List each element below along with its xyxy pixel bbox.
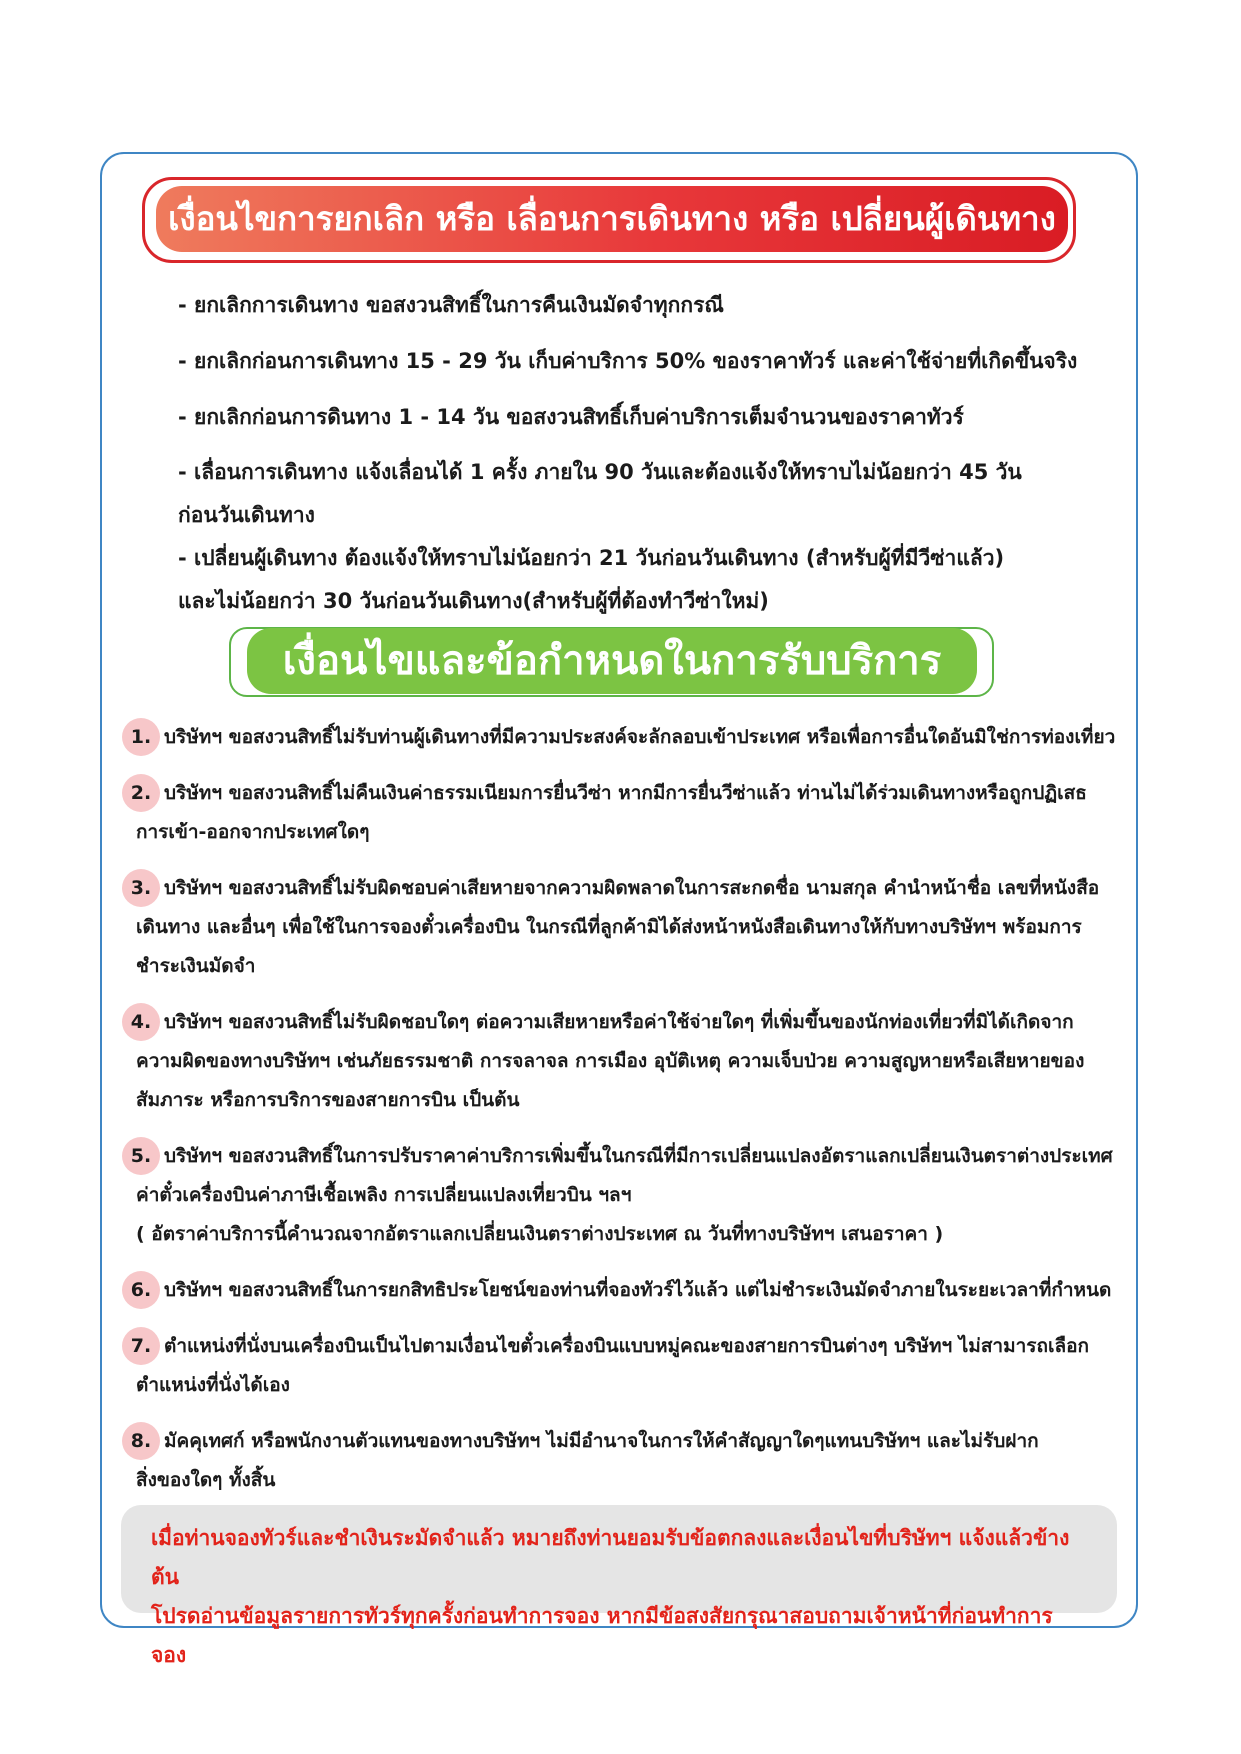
term-item [130,1327,1116,1405]
term-text: บริษัทฯ ขอสงวนสิทธิ์ไม่รับผิดชอบค่าเสียหายจากความผิดพลาดในการสะกดชื่อ นามสกุล คำนำหน้าชื่อ เลขที่หนังสือ [164,877,1100,899]
booking-notice [121,1505,1117,1667]
term-number-badge: 7. [122,1327,160,1365]
term-text: ค่าตั๋วเครื่องบินค่าภาษีเชื้อเพลิง การเปลี่ยนแปลงเที่ยวบิน ฯลฯ [136,1184,632,1206]
term-item [130,1271,1116,1310]
postpone-line-1: - เลื่อนการเดินทาง แจ้งเลื่อนได้ 1 ครั้ง ภายใน 90 วันและต้องแจ้งให้ทราบไม่น้อยกว่า 45 วัน [178,460,1022,484]
change-traveler-line-2: และไม่น้อยกว่า 30 วันก่อนวันเดินทาง(สำหรับผู้ที่ต้องทำวีซ่าใหม่) [178,589,769,613]
term-text: เดินทาง และอื่นๆ เพื่อใช้ในการจองตั๋วเครื่องบิน ในกรณีที่ลูกค้ามิได้ส่งหน้าหนังสือเดินทางให้กับทางบริษัทฯ พร้อมการ [136,916,1082,938]
term-item [130,774,1116,852]
term-number-badge: 1. [122,718,160,756]
term-text: บริษัทฯ ขอสงวนสิทธิ์ไม่รับท่านผู้เดินทางที่มีความประสงค์จะลักลอบเข้าประเทศ หรือเพื่อการอื่นใดอันมิใช่การท่องเที่ยว [164,726,1116,748]
postpone-line-2: ก่อนวันเดินทาง [178,503,315,527]
term-item [130,1003,1116,1120]
term-number-badge: 6. [122,1271,160,1309]
notice-line-2: โปรดอ่านข้อมูลรายการทัวร์ทุกครั้งก่อนทำการจอง หากมีข้อสงสัยกรุณาสอบถามเจ้าหน้าที่ก่อนทำการจอง [151,1604,1053,1667]
term-number-badge: 4. [122,1003,160,1041]
term-text: บริษัทฯ ขอสงวนสิทธิ์ไม่คืนเงินค่าธรรมเนียมการยื่นวีซ่า หากมีการยื่นวีซ่าแล้ว ท่านไม่ได้ร่วมเดินทางหรือถูกปฏิเสธ [164,782,1087,804]
cancellation-list [178,283,1078,623]
cancellation-heading: เงื่อนไขการยกเลิก หรือ เลื่อนการเดินทาง หรือ เปลี่ยนผู้เดินทาง [156,186,1068,252]
term-text: ตำแหน่งที่นั่งได้เอง [136,1374,290,1396]
change-traveler-line-1: - เปลี่ยนผู้เดินทาง ต้องแจ้งให้ทราบไม่น้อยกว่า 21 วันก่อนวันเดินทาง (สำหรับผู้ที่มีวีซ่าแล้ว) [178,546,1005,570]
term-item [130,869,1116,986]
term-text: ความผิดของทางบริษัทฯ เช่นภัยธรรมชาติ การจลาจล การเมือง อุบัติเหตุ ความเจ็บป่วย ความสูญหายหรือเสียหายของ [136,1050,1085,1072]
term-text: การเข้า-ออกจากประเทศใดๆ [136,821,370,843]
term-text: ชำระเงินมัดจำ [136,955,256,977]
terms-heading: เงื่อนไขและข้อกำหนดในการรับบริการ [247,628,977,694]
term-item [130,1137,1116,1254]
term-number-badge: 5. [122,1137,160,1175]
term-text: ตำแหน่งที่นั่งบนเครื่องบินเป็นไปตามเงื่อนไขตั๋วเครื่องบินแบบหมู่คณะของสายการบินต่างๆ บริษัทฯ ไม่สามารถเลือก [164,1335,1090,1357]
term-item [130,718,1116,757]
term-text: สัมภาระ หรือการบริการของสายการบิน เป็นต้น [136,1089,520,1111]
cancellation-item: - ยกเลิกการเดินทาง ขอสงวนสิทธิ์ในการคืนเงินมัดจำทุกกรณี [178,293,724,317]
term-text: บริษัทฯ ขอสงวนสิทธิ์ในการยกสิทธิประโยชน์ของท่านที่จองทัวร์ไว้แล้ว แต่ไม่ชำระเงินมัดจำภายในระยะเวลาที่กำหนด [164,1279,1112,1301]
term-text: บริษัทฯ ขอสงวนสิทธิ์ในการปรับราคาค่าบริการเพิ่มขึ้นในกรณีที่มีการเปลี่ยนแปลงอัตราแลกเปลี่ยนเงินตราต่างประเทศ [164,1145,1113,1167]
notice-line-1: เมื่อท่านจองทัวร์และชำเงินระมัดจำแล้ว หมายถึงท่านยอมรับข้อตกลงและเงื่อนไขที่บริษัทฯ แจ้งแล้วข้างต้น [151,1526,1070,1589]
term-text: บริษัทฯ ขอสงวนสิทธิ์ไม่รับผิดชอบใดๆ ต่อความเสียหายหรือค่าใช้จ่ายใดๆ ที่เพิ่มขึ้นของนักท่องเที่ยวที่มิได้เกิดจาก [164,1011,1074,1033]
term-text: มัคคุเทศก์ หรือพนักงานตัวแทนของทางบริษัทฯ ไม่มีอำนาจในการให้คำสัญญาใดๆแทนบริษัทฯ และไม่รับฝาก [164,1430,1039,1452]
term-number-badge: 8. [122,1422,160,1460]
term-number-badge: 3. [122,869,160,907]
term-text: ( อัตราค่าบริการนี้คำนวณจากอัตราแลกเปลี่ยนเงินตราต่างประเทศ ณ วันที่ทางบริษัทฯ เสนอราคา ) [136,1223,944,1245]
terms-list [130,718,1116,1517]
term-item [130,1422,1116,1500]
term-number-badge: 2. [122,774,160,812]
term-text: สิ่งของใดๆ ทั้งสิ้น [136,1469,276,1491]
cancellation-item: - ยกเลิกก่อนการเดินทาง 15 - 29 วัน เก็บค่าบริการ 50% ของราคาทัวร์ และค่าใช้จ่ายที่เกิดขึ้นจริง [178,349,1078,373]
cancellation-item: - ยกเลิกก่อนการดินทาง 1 - 14 วัน ขอสงวนสิทธิ์เก็บค่าบริการเต็มจำนวนของราคาทัวร์ [178,405,964,429]
